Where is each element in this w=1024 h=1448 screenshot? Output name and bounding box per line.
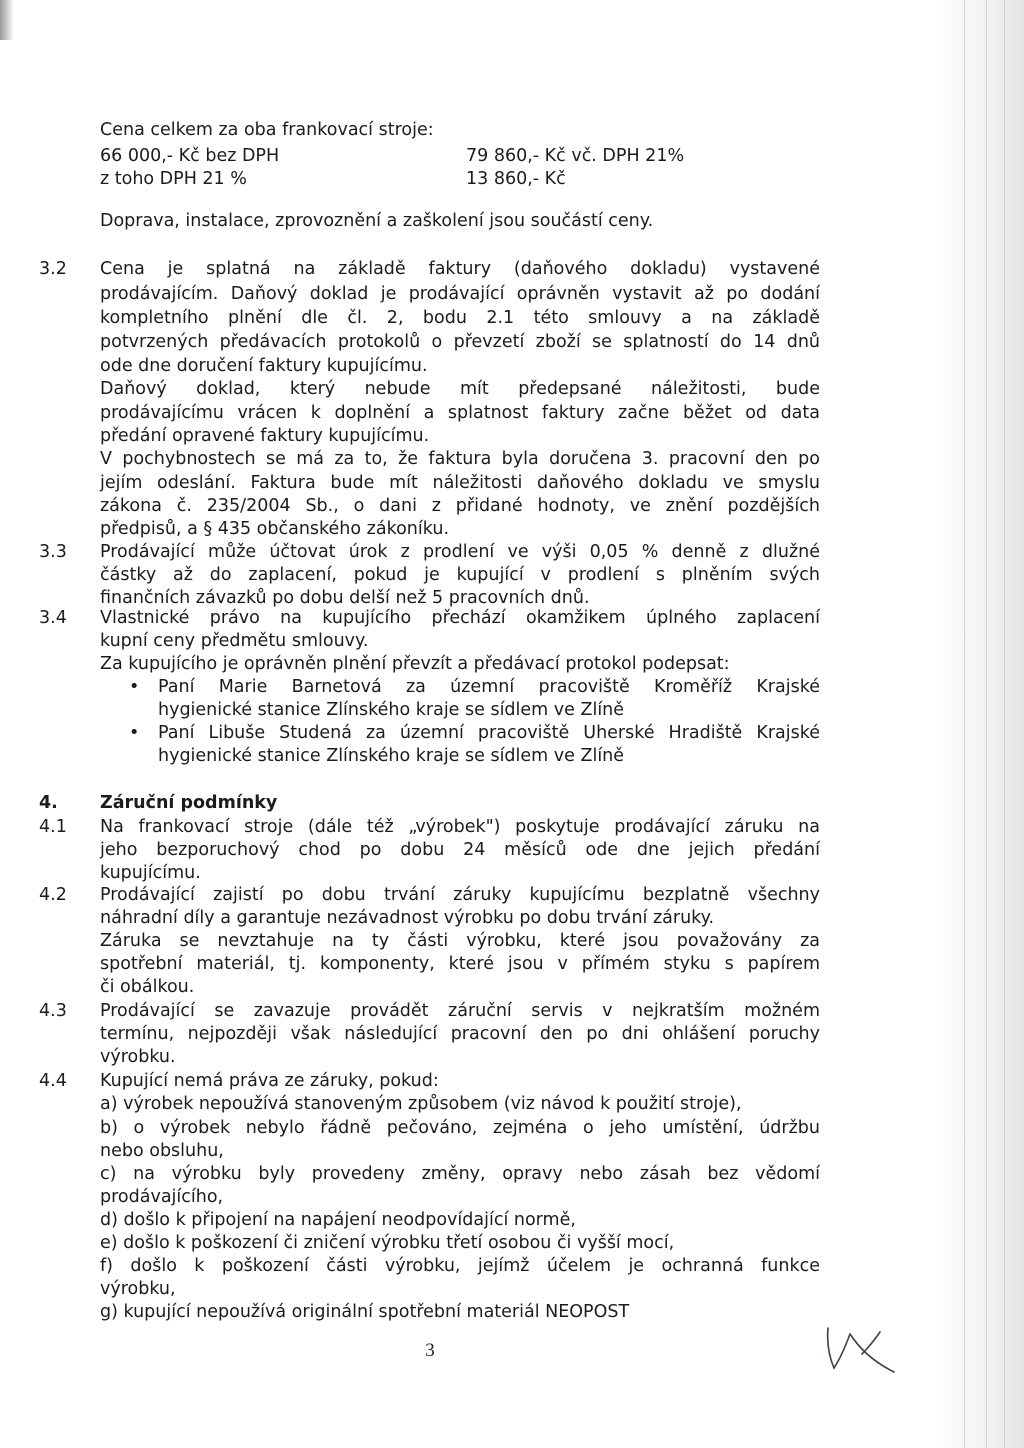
paragraph-line: Vlastnické právo na kupujícího přechází okamžikem úplného zaplacení	[100, 608, 820, 628]
paragraph-line: potvrzených předávacích protokolů o převzetí zboží se splatností do 14 dnů	[100, 332, 820, 352]
paragraph-line: f) došlo k poškození části výrobku, jejímž účelem je ochranná funkce	[100, 1256, 820, 1276]
section-number: 4.3	[39, 1001, 67, 1021]
paragraph-line: Kupující nemá práva ze záruky, pokud:	[100, 1071, 439, 1091]
paragraph-line: částky až do zaplacení, pokud je kupující v prodlení s plněním svých	[100, 565, 820, 585]
paragraph-line: termínu, nejpozději však následující pracovní den po dni ohlášení poruchy	[100, 1024, 820, 1044]
heading-title: Záruční podmínky	[100, 793, 278, 813]
paragraph-line: prodávajícímu vrácen k doplnění a splatnost faktury začne běžet od data	[100, 403, 820, 423]
paragraph-line: kompletního plnění dle čl. 2, bodu 2.1 této smlouvy a na základě	[100, 308, 820, 328]
paragraph-line: výrobku,	[100, 1279, 176, 1299]
paragraph-line: jeho bezporuchový chod po dobu 24 měsíců ode dne jejich předání	[100, 840, 820, 860]
paragraph-line: kupujícímu.	[100, 863, 201, 883]
paragraph-line: b) o výrobek nebylo řádně pečováno, zejména o jeho umístění, údržbu	[100, 1118, 820, 1138]
paragraph-line: nebo obsluhu,	[100, 1141, 224, 1161]
paragraph-line: Prodávající zajistí po dobu trvání záruky kupujícímu bezplatně všechny	[100, 885, 820, 905]
paper-stack-edge	[934, 0, 1024, 1448]
bullet-line: hygienické stanice Zlínského kraje se sídlem ve Zlíně	[158, 746, 625, 766]
paragraph-line: předání opravené faktury kupujícímu.	[100, 426, 430, 446]
paragraph-line: jejím odeslání. Faktura bude mít náležitosti daňového dokladu ve smyslu	[100, 473, 820, 493]
paragraph-line: či obálkou.	[100, 977, 195, 997]
bullet-line: Paní Libuše Studená za územní pracoviště Uherské Hradiště Krajské	[158, 723, 820, 743]
paragraph-line: prodávajícím. Daňový doklad je prodávající oprávněn vystavit až po dodání	[100, 284, 820, 304]
vat-amount: 13 860,- Kč	[466, 169, 566, 189]
paragraph-line: předpisů, a § 435 občanského zákoníku.	[100, 519, 450, 539]
paragraph-line: e) došlo k poškození či zničení výrobku třetí osobou či vyšší mocí,	[100, 1233, 675, 1253]
section-number: 4.4	[39, 1071, 67, 1091]
section-number: 3.2	[39, 259, 67, 279]
included-note: Doprava, instalace, zprovoznění a zaškolení jsou součástí ceny.	[100, 211, 654, 231]
paragraph-line: g) kupující nepoužívá originální spotřební materiál NEOPOST	[100, 1302, 630, 1322]
paragraph-line: d) došlo k připojení na napájení neodpovídající normě,	[100, 1210, 576, 1230]
paragraph-line: výrobku.	[100, 1047, 176, 1067]
paragraph-line: a) výrobek nepoužívá stanoveným způsobem (viz návod k použití stroje),	[100, 1094, 742, 1114]
paragraph-line: Daňový doklad, který nebude mít předepsané náležitosti, bude	[100, 379, 820, 399]
bullet-icon: •	[129, 677, 140, 697]
bullet-icon: •	[129, 723, 140, 743]
paragraph-line: Prodávající může účtovat úrok z prodlení ve výši 0,05 % denně z dlužné	[100, 542, 820, 562]
paragraph-line: náhradní díly a garantuje nezávadnost výrobku po dobu trvání záruky.	[100, 908, 715, 928]
paragraph-line: ode dne doručení faktury kupujícímu.	[100, 356, 428, 376]
paragraph-line: zákona č. 235/2004 Sb., o dani z přidané hodnoty, ve znění pozdějších	[100, 496, 820, 516]
paragraph-line: Na frankovací stroje (dále též „výrobek") poskytuje prodávající záruku na	[100, 817, 820, 837]
bullet-line: Paní Marie Barnetová za územní pracoviště Kroměříž Krajské	[158, 677, 820, 697]
bullet-line: hygienické stanice Zlínského kraje se sídlem ve Zlíně	[158, 700, 625, 720]
paragraph-line: Cena je splatná na základě faktury (daňového dokladu) vystavené	[100, 259, 820, 279]
paragraph-line: c) na výrobku byly provedeny změny, opravy nebo zásah bez vědomí	[100, 1164, 820, 1184]
paragraph-line: Za kupujícího je oprávněn plnění převzít a předávací protokol podepsat:	[100, 654, 730, 674]
paragraph-line: kupní ceny předmětu smlouvy.	[100, 631, 369, 651]
paragraph-line: spotřební materiál, tj. komponenty, které jsou v přímém styku s papírem	[100, 954, 820, 974]
scan-shadow	[0, 0, 14, 40]
section-number: 3.3	[39, 542, 67, 562]
section-number: 4.2	[39, 885, 67, 905]
section-number: 4.1	[39, 817, 67, 837]
paragraph-line: Záruka se nevztahuje na ty části výrobku, které jsou považovány za	[100, 931, 820, 951]
paragraph-line: Prodávající se zavazuje provádět záruční servis v nejkratším možném	[100, 1001, 820, 1021]
paragraph-line: prodávajícího,	[100, 1187, 224, 1207]
heading-number: 4.	[39, 793, 58, 813]
price-ex-vat: 66 000,- Kč bez DPH	[100, 146, 280, 166]
price-title: Cena celkem za oba frankovací stroje:	[100, 120, 434, 140]
vat-label: z toho DPH 21 %	[100, 169, 247, 189]
paragraph-line: V pochybnostech se má za to, že faktura byla doručena 3. pracovní den po	[100, 449, 820, 469]
page-number: 3	[425, 1340, 435, 1361]
paragraph-line: finančních závazků po dobu delší než 5 pracovních dnů.	[100, 588, 590, 608]
signature-initials	[822, 1320, 902, 1380]
price-inc-vat: 79 860,- Kč vč. DPH 21%	[466, 146, 685, 166]
section-number: 3.4	[39, 608, 67, 628]
